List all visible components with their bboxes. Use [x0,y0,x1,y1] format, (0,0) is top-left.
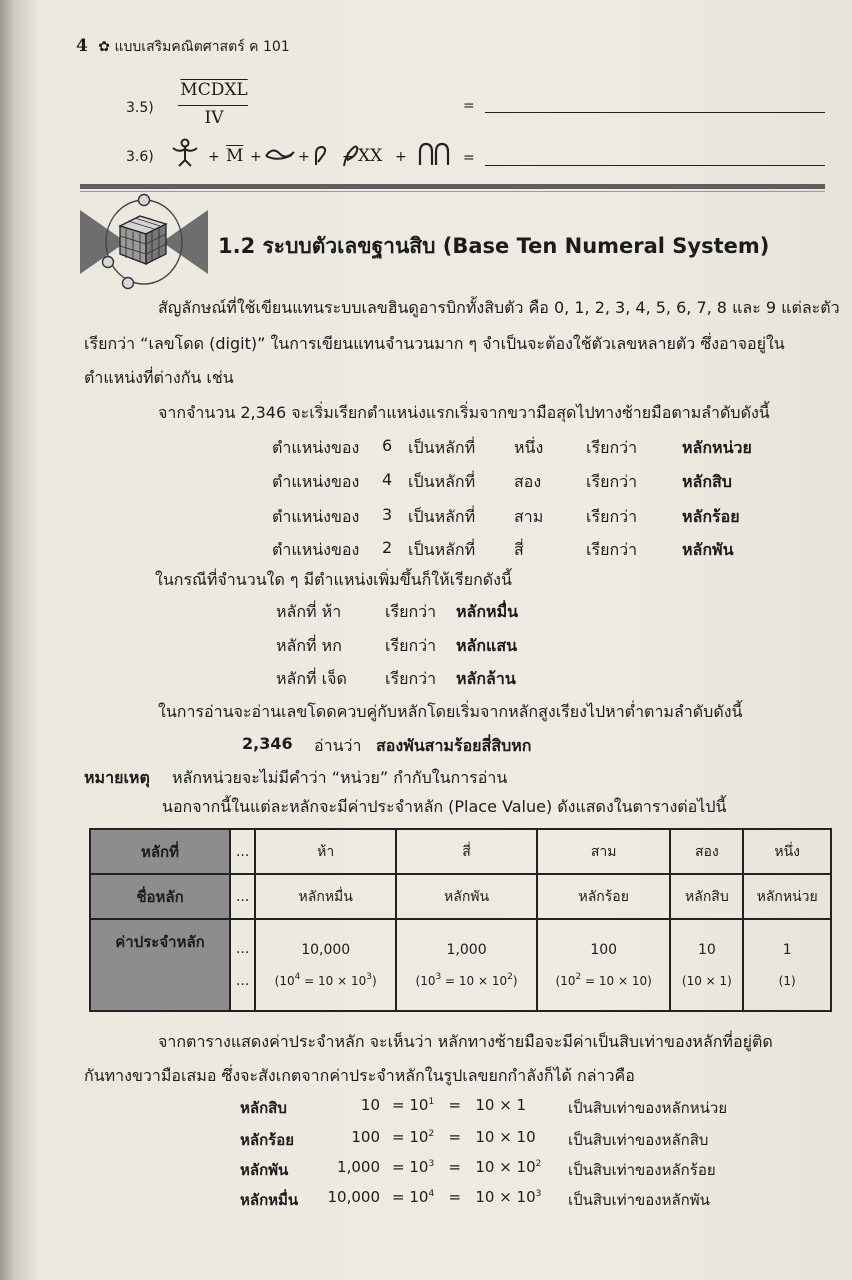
ellipsis-cell [230,919,255,1011]
relation-value: 100 [351,1128,380,1146]
lotus-glyph-icon [266,150,294,158]
place-value-table [89,828,832,1012]
place-value: 1,000 [446,942,487,958]
reading-reads: อ่านว่า [314,736,362,755]
section-divider [80,184,825,189]
table-cell: หลักร้อย [537,874,670,919]
table-row [90,919,831,1011]
relation-name: หลักสิบ [240,1099,287,1117]
position-prefix: ตำแหน่งของ [272,540,360,559]
table-cell: หนึ่ง [743,829,831,874]
position-name: หลักร้อย [682,507,740,526]
table-cell: ห้า [255,829,396,874]
position-prefix: ตำแหน่งของ [272,472,360,491]
position-mid: เป็นหลักที่ [408,507,476,526]
intro-line-3: ตำแหน่งที่ต่างกัน เช่น [84,368,234,387]
table-cell: หลักสิบ [670,874,743,919]
roman-xx: XX [358,146,383,166]
more-called: เรียกว่า [385,602,437,621]
exercise-label: 3.6) [126,149,154,165]
place-value: 100 [590,942,618,958]
position-called: เรียกว่า [586,507,638,526]
place-value: 10,000 [301,942,351,958]
relation-value: 10 [360,1096,380,1114]
ornament-icon: ✿ [98,39,111,55]
position-mid: เป็นหลักที่ [408,540,476,559]
exercise-label: 3.5) [126,100,154,116]
ellipsis: ... [235,941,250,957]
position-mid: เป็นหลักที่ [408,472,476,491]
more-place: หลักที่ เจ็ด [276,669,347,688]
answer-line [485,112,825,113]
more-called: เรียกว่า [385,636,437,655]
more-name: หลักหมื่น [456,602,519,621]
conclusion-line-2: กันทางขวามือเสมอ ซึ่งจะสังเกตจากค่าประจำหลักในรูปเลขยกกำลังก็ได้ กล่าวคือ [84,1066,635,1085]
overlined-m: $\overline{M}$ [226,146,244,166]
place-value-power: $(10^3 = 10 \times 10^2)$ [415,972,518,988]
heel-bone-glyph-icon [420,144,448,165]
more-place: หลักที่ หก [276,636,342,655]
relation-value: 10,000 [327,1188,380,1206]
row-label: ค่าประจำหลัก [90,919,230,1011]
cube-orbit-icon [78,192,210,292]
relation-desc: เป็นสิบเท่าของหลักพัน [568,1191,710,1209]
table-cell: สอง [670,829,743,874]
relation-value: 1,000 [337,1158,380,1176]
position-digit: 6 [382,436,393,455]
place-value: 1 [782,942,792,958]
astonished-man-glyph-icon [173,140,197,167]
plus-sign: + [250,149,262,165]
ellipsis-cell: ... [230,874,255,919]
relation-name: หลักร้อย [240,1131,295,1149]
position-ordinal: สอง [514,472,542,491]
relation-desc: เป็นสิบเท่าของหลักสิบ [568,1131,709,1149]
plus-sign: + [342,149,354,165]
more-name: หลักล้าน [456,669,516,688]
intro-line-1: สัญลักษณ์ที่ใช้เขียนแทนระบบเลขฮินดูอารบิกทั้งสิบตัว คือ 0, 1, 2, 3, 4, 5, 6, 7, 8 และ 9 แต่ละตัว [158,298,840,317]
position-prefix: ตำแหน่งของ [272,438,360,457]
equals-sign: = [463,98,475,114]
book-title: แบบเสริมคณิตศาสตร์ ค 101 [114,39,290,55]
place-value-power: $(10^4 = 10 \times 10^3)$ [274,972,377,988]
answer-line [485,165,825,166]
table-cell: หลักพัน [396,874,537,919]
conclusion-line-1: จากตารางแสดงค่าประจำหลัก จะเห็นว่า หลักทางซ้ายมือจะมีค่าเป็นสิบเท่าของหลักที่อยู่ติด [158,1032,773,1051]
table-cell: หลักหน่วย [743,874,831,919]
position-called: เรียกว่า [586,540,638,559]
fraction-numerator [178,80,250,100]
relation-name: หลักพัน [240,1161,289,1179]
relation-formula: = $10^2 = 10 \times 10$ [392,1128,536,1146]
table-cell [537,919,670,1011]
reading-number: 2,346 [242,734,293,753]
position-digit: 2 [382,538,393,557]
equals-sign: = [463,150,475,166]
table-row [90,874,831,919]
position-ordinal: หนึ่ง [514,438,544,457]
reading-words: สองพันสามร้อยสี่สิบหก [376,736,532,755]
position-ordinal: สี่ [514,540,524,559]
ellipsis: ... [235,973,250,989]
fraction-denominator: IV [204,108,224,128]
section-title: 1.2 ระบบตัวเลขฐานสิบ (Base Ten Numeral System) [218,234,770,258]
page-header [76,36,290,58]
row-label: หลักที่ [90,829,230,874]
position-digit: 3 [382,505,393,524]
position-name: หลักหน่วย [682,438,752,457]
table-cell [743,919,831,1011]
row-label: ชื่อหลัก [90,874,230,919]
ellipsis-cell: ... [230,829,255,874]
example-intro: จากจำนวน 2,346 จะเริ่มเรียกตำแหน่งแรกเริ่มจากขวามือสุดไปทางซ้ายมือตามลำดับดังนี้ [158,403,770,422]
more-called: เรียกว่า [385,669,437,688]
fraction-bar [178,105,248,106]
place-value-power: (1) [778,974,796,988]
table-cell: หลักหมื่น [255,874,396,919]
position-name: หลักสิบ [682,472,732,491]
plus-sign: + [395,149,407,165]
numerator-text: MCDXL [180,80,248,100]
relation-desc: เป็นสิบเท่าของหลักร้อย [568,1161,716,1179]
reading-rule: ในการอ่านจะอ่านเลขโดดควบคู่กับหลักโดยเริ่มจากหลักสูงเรียงไปหาต่ำตามลำดับดังนี้ [158,702,743,721]
place-value-power: $(10^2 = 10 \times 10)$ [555,972,652,988]
position-name: หลักพัน [682,540,734,559]
position-called: เรียกว่า [586,438,638,457]
more-place: หลักที่ ห้า [276,602,342,621]
relation-formula: = $10^4 = 10 \times 10^3$ [392,1188,542,1206]
position-called: เรียกว่า [586,472,638,491]
table-cell [396,919,537,1011]
more-name: หลักแสน [456,636,518,655]
place-value-intro: นอกจากนี้ในแต่ละหลักจะมีค่าประจำหลัก (Place Value) ดังแสดงในตารางต่อไปนี้ [162,797,727,816]
relation-name: หลักหมื่น [240,1191,299,1209]
table-row [90,829,831,874]
more-positions-intro: ในกรณีที่จำนวนใด ๆ มีตำแหน่งเพิ่มขึ้นก็ให้เรียกดังนี้ [155,570,512,589]
position-digit: 4 [382,470,393,489]
relation-formula: = $10^3 = 10 \times 10^2$ [392,1158,542,1176]
intro-line-2: เรียกว่า “เลขโดด (digit)” ในการเขียนแทนจำนวนมาก ๆ จำเป็นจะต้องใช้ตัวเลขหลายตัว ซึ่งอาจอยู่ใน [84,334,785,353]
table-cell [255,919,396,1011]
finger-glyph-icon [316,147,325,165]
plus-sign: + [208,149,220,165]
position-ordinal: สาม [514,507,544,526]
table-cell: สี่ [396,829,537,874]
position-prefix: ตำแหน่งของ [272,507,360,526]
place-value-power: (10 × 1) [681,974,732,988]
note-label: หมายเหตุ [84,768,150,787]
page-number: 4 [76,36,88,56]
table-cell: สาม [537,829,670,874]
place-value: 10 [697,942,716,958]
note-text: หลักหน่วยจะไม่มีคำว่า “หน่วย” กำกับในการอ่าน [172,768,508,787]
relation-formula: = $10^1 = 10 \times 1$ [392,1096,527,1114]
plus-sign: + [298,149,310,165]
table-cell [670,919,743,1011]
relation-desc: เป็นสิบเท่าของหลักหน่วย [568,1099,728,1117]
position-mid: เป็นหลักที่ [408,438,476,457]
